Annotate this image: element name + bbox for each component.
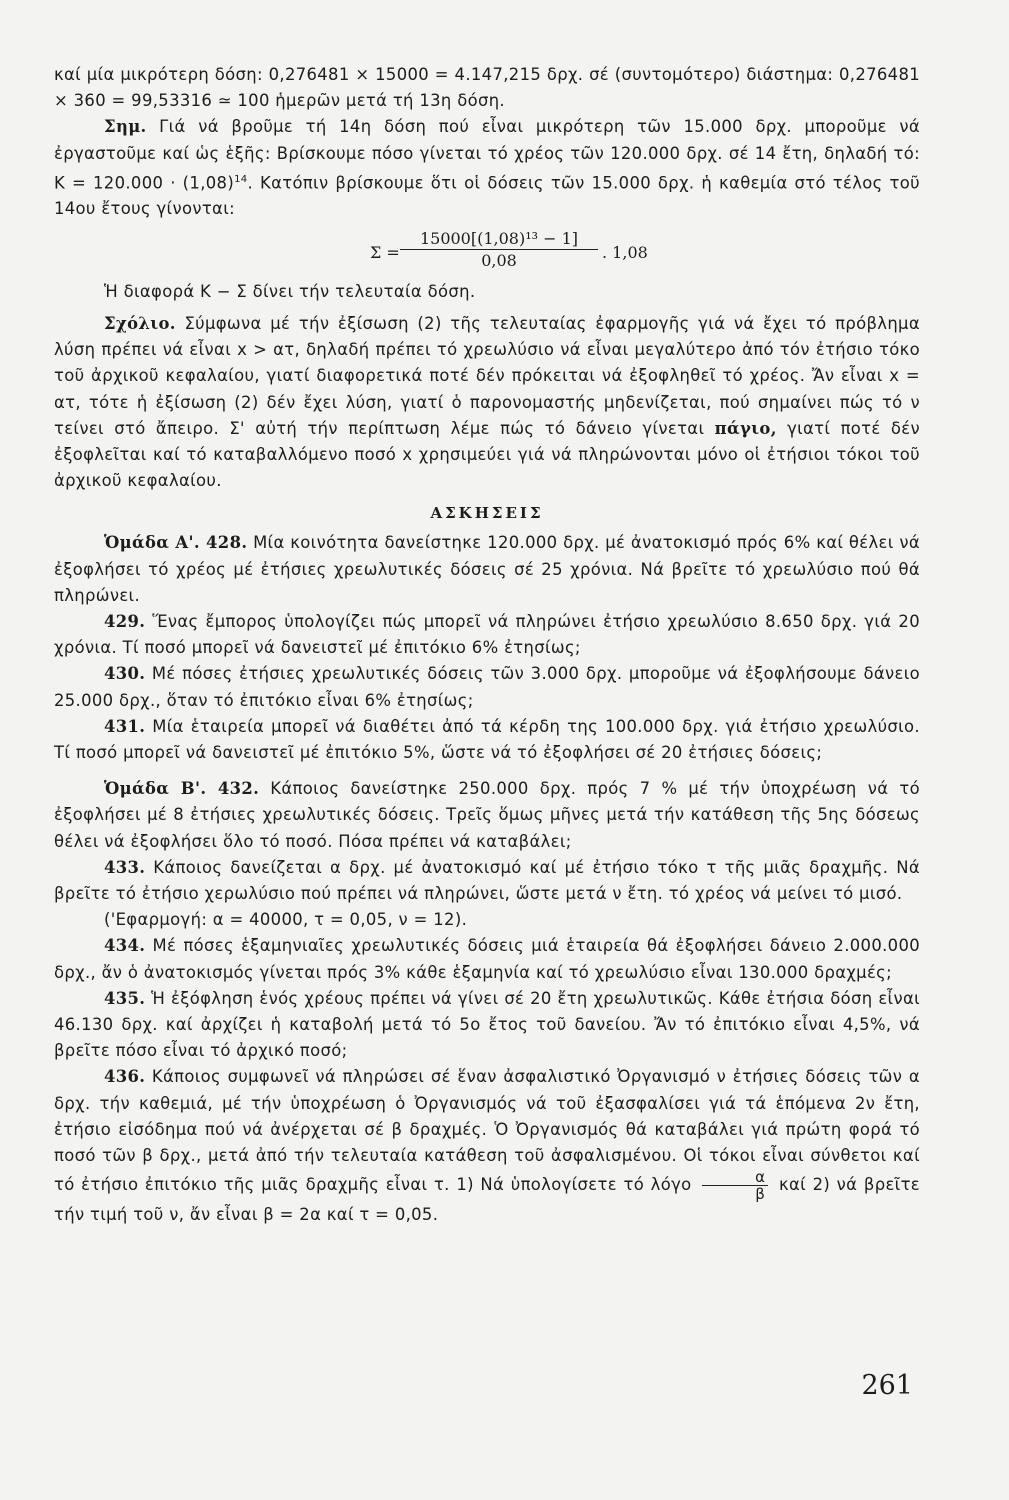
exercise-433-label: 433. bbox=[104, 857, 146, 877]
exercise-432 bbox=[54, 776, 920, 855]
exercise-435-text: Ἡ ἐξόφληση ἑνός χρέους πρέπει νά γίνει σέ 20 ἔτη χρεωλυτικῶς. Κάθε ἐτήσια δόση εἶναι 46.130 δρχ. καί ἀρχίζει ἡ καταβολή μετά τό 5ο ἔτος τοῦ δανείου. Ἄν τό ἐπιτόκιο εἶναι 4,5%, νά βρεῖτε πόσο εἶναι τό ἀρχικό ποσό; bbox=[54, 988, 920, 1061]
scholio-paragraph bbox=[54, 311, 920, 494]
note-exponent: 14 bbox=[234, 173, 248, 185]
exercise-436-text: Κάποιος συμφωνεῖ νά πληρώσει σέ ἕναν ἀσφαλιστικό Ὀργανισμό ν ἐτήσιες δόσεις τῶν α δρχ. τήν καθεμιά, μέ τήν ὑποχρέωση ὁ Ὀργανισμός νά τοῦ ἐξασφαλίσει γιά τά ἑπόμενα 2ν ἔτη, ἐτήσιο εἰσόδημα πού νά ἀνέρχεται σέ β δραχμές. Ὁ Ὀργανισμός θά καταβάλει γιά πρώτη φορά τό ποσό τῶν β δρχ., μετά ἀπό τήν τελευταία κατάθεση τοῦ ἀσφαλισμένου. Οἱ τόκοι εἶναι σύνθετοι καί τό ἐτήσιο ἐπιτόκιο τῆς μιᾶς δραχμῆς εἶναι τ. 1) Νά ὑπολογίσετε τό λόγο bbox=[54, 1067, 920, 1195]
sum-formula bbox=[54, 223, 920, 279]
ratio-fraction bbox=[702, 1169, 768, 1202]
exercise-432-text: Κάποιος δανείστηκε 250.000 δρχ. πρός 7 % μέ τήν ὑποχρέωση νά τό ἐξοφλήσει μέ 8 ἐτήσιες χρεωλυτικές δόσεις. Τρεῖς ὅμως μῆνες μετά τήν κατάθεση τῆς 5ης δόσεως θέλει νά ἐξοφλήσει ὅλο τό ποσό. Πόσα πρέπει νά καταβάλει; bbox=[54, 779, 920, 851]
page-number: 261 bbox=[861, 1370, 913, 1401]
formula-fraction bbox=[400, 229, 598, 270]
exercise-434-label: 434. bbox=[104, 936, 146, 956]
intro-paragraph: καί μία μικρότερη δόση: 0,276481 × 15000 = 4.147,215 δρχ. σέ (συντομότερο) διάστημα: 0,276481 × 360 = 99,53316 ≃ 100 ἡμερῶν μετά τή 13η δόση. bbox=[54, 65, 920, 111]
exercise-436-text-end: καί 2) νά βρεῖτε τήν τιμή τοῦ ν, ἄν εἶναι β = 2α καί τ = 0,05. bbox=[54, 1175, 920, 1225]
exercise-428-label: Ὁμάδα Α'. 428. bbox=[104, 533, 248, 553]
scholio-text-a: Σύμφωνα μέ τήν ἐξίσωση (2) τῆς τελευταίας ἐφαρμογῆς γιά νά ἔχει τό πρόβλημα λύση πρέπει νά εἶναι x > ατ, δηλαδή πρέπει τό χρεωλύσιο νά εἶναι μεγαλύτερο ἀπό τόν ἐτήσιο τόκο τοῦ ἀρχικοῦ κεφαλαίου, γιατί διαφορετικά ποτέ δέν πρόκειται νά ἐξοφληθεῖ τό χρέος. Ἄν εἶναι x = ατ, τότε ἡ ἐξίσωση (2) δέν ἔχει λύση, γιατί ὁ παρονομαστής μηδενίζεται, πού σημαίνει πώς τό ν τείνει στό ἄπειρο. Σ' αὐτή τήν περίπτωση λέμε πώς τό δάνειο γίνεται bbox=[54, 313, 920, 438]
exercises-heading: ΑΣΚΗΣΕΙΣ bbox=[430, 504, 544, 523]
exercise-430-label: 430. bbox=[104, 664, 146, 684]
ratio-numerator: α bbox=[702, 1169, 768, 1186]
exercise-431 bbox=[54, 714, 920, 766]
exercise-433-text: Κάποιος δανείζεται α δρχ. μέ ἀνατοκισμό καί μέ ἐτήσιο τόκο τ τῆς μιᾶς δραχμῆς. Νά βρεῖτε τό ἐτήσιο χερωλύσιο πού πρέπει νά πληρώνει, ὥστε μετά ν ἔτη. τό χρέος νά μείνει τό μισό. bbox=[54, 857, 920, 903]
formula-denominator: 0,08 bbox=[481, 250, 517, 270]
note-text-a: Γιά νά βροῦμε τή 14η δόση πού εἶναι μικρότερη τῶν 15.000 δρχ. μποροῦμε νά ἐργαστοῦμε καί ὡς ἑξῆς: Βρίσκουμε πόσο γίνεται τό χρέος τῶν 120.000 δρχ. σέ 14 ἔτη, δηλαδή τό: Κ = 120.000 · (1,08) bbox=[54, 117, 920, 193]
exercise-428-text: Μία κοινότητα δανείστηκε 120.000 δρχ. μέ ἀνατοκισμό πρός 6% καί θέλει νά ἐξοφλήσει τό χρέος μέ ἐτήσιες χρεωλυτικές δόσεις σέ 25 χρόνια. Νά βρεῖτε τό χρεωλύσιο πού θά πληρώνει. bbox=[54, 533, 920, 605]
exercise-429 bbox=[54, 609, 920, 661]
formula-numerator: 15000[(1,08)¹³ − 1] bbox=[400, 229, 598, 250]
formula-rhs: . 1,08 bbox=[602, 242, 648, 262]
note-paragraph bbox=[54, 114, 920, 222]
scholio-label: Σχόλιο. bbox=[104, 313, 176, 333]
note-label: Σημ. bbox=[104, 117, 147, 137]
exercise-436-label: 436. bbox=[104, 1067, 146, 1087]
note-text-b: . Κατόπιν βρίσκουμε ὅτι οἱ δόσεις τῶν 15.000 δρχ. ἡ καθεμία στό τέλος τοῦ 14ου ἔτους γίνονται: bbox=[54, 173, 920, 219]
exercise-429-text: Ἕνας ἔμπορος ὑπολογίζει πώς μπορεῖ νά πληρώνει ἐτήσιο χρεωλύσιο 8.650 δρχ. γιά 20 χρόνια. Τί ποσό μπορεῖ νά δανειστεῖ μέ ἐπιτόκιο 6% ἐτησίως; bbox=[54, 611, 920, 658]
exercise-433-application: ('Εφαρμογή: α = 40000, τ = 0,05, ν = 12). bbox=[104, 910, 468, 930]
exercise-435-label: 435. bbox=[104, 988, 146, 1008]
exercise-435 bbox=[54, 986, 920, 1065]
exercise-433 bbox=[54, 855, 920, 907]
scholio-text-b: γιατί ποτέ δέν ἐξοφλεῖται καί τό καταβαλλόμενο ποσό x χρησιμεύει γιά νά πληρώνονται μόνο οἱ ἐτήσιοι τόκοι τοῦ ἀρχικοῦ κεφαλαίου. bbox=[54, 418, 920, 491]
ratio-denominator: β bbox=[755, 1185, 766, 1204]
exercise-429-label: 429. bbox=[104, 611, 146, 631]
exercise-430 bbox=[54, 661, 920, 713]
exercise-436 bbox=[54, 1064, 920, 1228]
page-content bbox=[54, 62, 920, 1228]
scholio-bold-term: πάγιο, bbox=[714, 418, 777, 438]
exercise-431-text: Μία ἑταιρεία μπορεῖ νά διαθέτει ἀπό τά κέρδη της 100.000 δρχ. γιά ἐτήσιο χρεωλύσιο. Τί ποσό μπορεῖ νά δανειστεῖ μέ ἐπιτόκιο 5%, ὥστε νά τό ἐξοφλήσει σέ 20 ἐτήσιες δόσεις; bbox=[54, 716, 920, 762]
exercise-432-label: Ὁμάδα Β'. 432. bbox=[104, 779, 260, 799]
difference-paragraph: Ἡ διαφορά Κ − Σ δίνει τήν τελευταία δόση. bbox=[104, 281, 476, 301]
exercise-434-text: Μέ πόσες ἑξαμηνιαῖες χρεωλυτικές δόσεις μιά ἑταιρεία θά ἐξοφλήσει δάνειο 2.000.000 δρχ., ἄν ὁ ἀνατοκισμός γίνεται πρός 3% κάθε ἑξαμηνία καί τό χρεωλύσιο εἶναι 130.000 δραχμές; bbox=[54, 936, 920, 982]
exercise-430-text: Μέ πόσες ἐτήσιες χρεωλυτικές δόσεις τῶν 3.000 δρχ. μποροῦμε νά ἐξοφλήσουμε δάνειο 25.000 δρχ., ὅταν τό ἐπιτόκιο εἶναι 6% ἐτησίως; bbox=[54, 664, 920, 710]
exercise-428 bbox=[54, 530, 920, 609]
exercise-434 bbox=[54, 933, 920, 985]
exercise-431-label: 431. bbox=[104, 716, 146, 736]
formula-lhs: Σ = bbox=[370, 242, 400, 262]
